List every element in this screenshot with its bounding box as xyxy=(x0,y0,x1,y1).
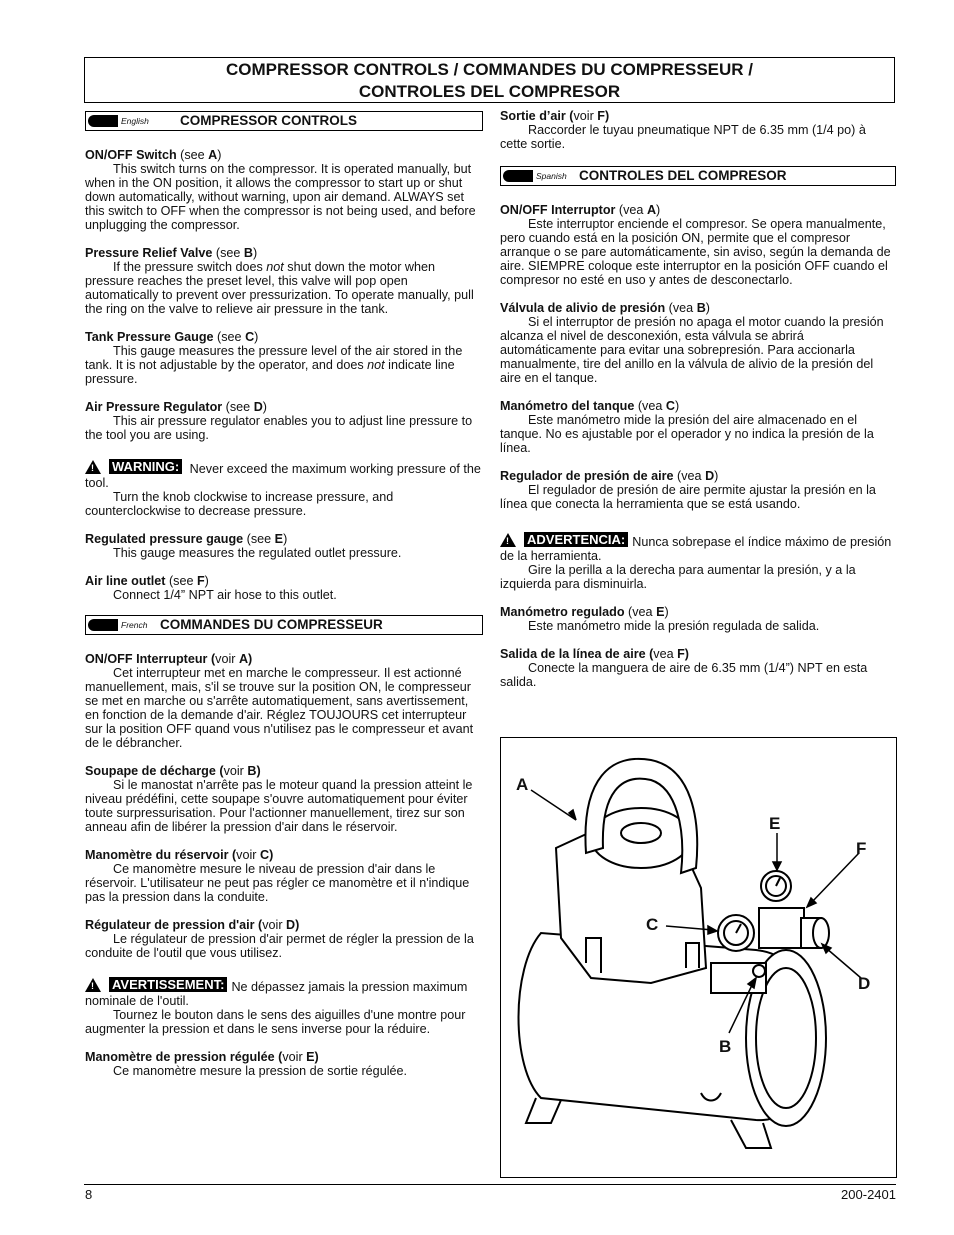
figure-label-e: E xyxy=(769,814,781,833)
en-relief-heading: Pressure Relief Valve xyxy=(85,246,213,260)
en-gauge-section: Tank Pressure Gauge (see C) This gauge measures the pressure level of the air stored in the tank. It is not adjustable by the operator, and does not indicate line pressure. xyxy=(85,330,483,386)
footer-divider xyxy=(84,1184,896,1185)
es-relief-heading: Válvula de alivio de presión xyxy=(500,301,666,315)
warning-triangle-icon: ! xyxy=(500,533,516,547)
french-heading: COMMANDES DU COMPRESSEUR xyxy=(160,617,383,632)
en-regulator-text: This air pressure regulator enables you to adjust line pressure to the tool you are using. xyxy=(85,414,473,442)
es-onoff-text: Este interruptor enciende el compresor. Se opera manualmente, pero cuando está en la posición ON, permite que el compresor arranque o se pare automáticamente, sin aviso, según la demanda de aire. SIEMPRE coloque este interruptor en la posición OFF cuando el compresor no esté en uso y antes de desconectarlo. xyxy=(500,217,891,287)
english-language-tag xyxy=(88,114,154,128)
compressor-figure xyxy=(500,737,897,1178)
es-onoff-section: ON/OFF Interruptor (vea A) Este interruptor enciende el compresor. Se opera manualmente, pero cuando está en la posición ON, permite que el compresor arranque o se pare automáticamente, sin aviso, según la demanda de aire. SIEMPRE coloque este interruptor en la posición OFF cuando el compresor no esté en uso y antes de desconectarlo. xyxy=(500,203,896,287)
es-gauge-text: Este manómetro mide la presión del aire almacenado en el tanque. No es ajustable por el operador y no indica la presión de la línea. xyxy=(500,413,874,455)
warning-triangle-icon: ! xyxy=(85,460,101,474)
es-gauge-heading: Manómetro del tanque xyxy=(500,399,635,413)
warning-triangle-icon: ! xyxy=(85,978,101,992)
es-warning-text: Nunca sobrepase el índice máximo de presión de la herramienta. xyxy=(500,535,892,563)
en-gauge-heading: Tank Pressure Gauge xyxy=(85,330,214,344)
spanish-heading: CONTROLES DEL COMPRESOR xyxy=(579,168,787,183)
english-heading: COMPRESSOR CONTROLS xyxy=(180,113,358,128)
en-regulated-heading: Regulated pressure gauge xyxy=(85,532,244,546)
figure-label-b: B xyxy=(719,1037,732,1056)
en-regulated-section: Regulated pressure gauge (see E) This gauge measures the regulated outlet pressure. xyxy=(85,532,483,560)
es-relief-text: Si el interruptor de presión no apaga el motor cuando la presión alcanza el nivel de desconexión, esta válvula se abrirá automáticamente para evitar una sobrepresión. Para accionarla manualmente, tire del anillo en la válvula de alivio de la presión del aire en el tanque. xyxy=(500,315,884,385)
french-language-tag xyxy=(88,618,154,632)
en-outlet-section: Air line outlet (see F) Connect 1/4” NPT air hose to this outlet. xyxy=(85,574,483,602)
fr-regulator-section: Régulateur de pression d'air (voir D) Le régulateur de pression d'air permet de régler la pression de la conduite de l'outil que vous utilisez. xyxy=(85,918,483,960)
fr-gauge-text: Ce manomètre mesure le niveau de pression d'air dans le réservoir. L'utilisateur ne peut pas régler ce manomètre et il n'indique pas la pression dans la conduite. xyxy=(85,862,470,904)
page-title-line1: COMPRESSOR CONTROLS / COMMANDES DU COMPRESSEUR / xyxy=(225,60,754,79)
fr-regulated-text: Ce manomètre mesure la pression de sortie régulée. xyxy=(113,1064,407,1078)
fr-regulated-section: Manomètre de pression régulée (voir E) Ce manomètre mesure la pression de sortie régulée. xyxy=(85,1050,483,1078)
spanish-language-label: Spanish xyxy=(536,171,567,181)
figure-label-c: C xyxy=(646,915,659,934)
fr-gauge-heading: Manomètre du réservoir ( xyxy=(85,848,237,862)
fr-outlet-section: Sortie d’air (voir F) Raccorder le tuyau pneumatique NPT de 6.35 mm (1/4 po) à cette sortie. xyxy=(500,109,896,151)
fr-warning-label: AVERTISSEMENT: xyxy=(109,977,227,992)
en-warning-text2: Turn the knob clockwise to increase pressure, and counterclockwise to decrease pressure. xyxy=(85,490,394,518)
compressor-illustration xyxy=(501,738,895,1176)
page-number: 8 xyxy=(85,1187,93,1202)
es-gauge-section: Manómetro del tanque (vea C) Este manómetro mide la presión del aire almacenado en el tanque. No es ajustable por el operador y no indica la presión de la línea. xyxy=(500,399,896,455)
fr-onoff-section: ON/OFF Interrupteur (voir A) Cet interrupteur met en marche le compresseur. Il est actionné manuellement, mais, s'il se trouve sur la position ON, le compresseur se met en marche ou s'arrête automatiquement, sans avertissement, en fonction de la demande d'air. Réglez TOUJOURS cet interrupteur sur la position OFF quand vous n'utilisez pas le compresseur et avant de le débrancher. xyxy=(85,652,483,750)
es-regulator-heading: Regulador de presión de aire xyxy=(500,469,674,483)
right-column xyxy=(500,109,896,689)
french-section-header xyxy=(85,615,483,635)
es-regulator-text: El regulador de presión de aire permite ajustar la presión en la línea que conecta la herramienta que se está usando. xyxy=(500,483,876,511)
en-regulator-section: Air Pressure Regulator (see D) This air pressure regulator enables you to adjust line pressure to the tool you are using. xyxy=(85,400,483,442)
es-regulated-heading: Manómetro regulado xyxy=(500,605,625,619)
fr-regulator-text: Le régulateur de pression d'air permet de régler la pression de la conduite de l'outil que vous utilisez. xyxy=(85,932,474,960)
en-onoff-text: This switch turns on the compressor. It is operated manually, but when in the ON position, it allows the compressor to start up or shut down automatically, without warning, upon air demand. ALWAYS set this switch to OFF when the compressor is not being used, and before unplugging the compressor. xyxy=(85,162,476,232)
english-section-header xyxy=(85,111,483,131)
fr-regulated-heading: Manomètre de pression régulée ( xyxy=(85,1050,283,1064)
en-relief-section: Pressure Relief Valve (see B) If the pressure switch does not shut down the motor when pressure reaches the preset level, this valve will pop open automatically to prevent over pressurization. To operate manually, pull the ring on the valve to relieve air pressure in the tank. xyxy=(85,246,483,316)
fr-relief-section: Soupape de décharge (voir B) Si le manostat n'arrête pas le moteur quand la pression atteint le niveau prédéfini, cette soupape s'ouvre automatiquement pour éviter toute surpressurisation. Pour l'actionner manuellement, tirez sur son anneau afin de libérer la pression d'air dans le réservoir. xyxy=(85,764,483,834)
en-regulator-heading: Air Pressure Regulator xyxy=(85,400,223,414)
es-regulated-section: Manómetro regulado (vea E) Este manómetro mide la presión regulada de salida. xyxy=(500,605,896,633)
figure-label-a: A xyxy=(516,775,529,794)
es-regulator-section: Regulador de presión de aire (vea D) El regulador de presión de aire permite ajustar la presión en la línea que conecta la herramienta que se está usando. xyxy=(500,469,896,511)
es-relief-section: Válvula de alivio de presión (vea B) Si el interruptor de presión no apaga el motor cuando la presión alcanza el nivel de desconexión, esta válvula se abrirá automáticamente para evitar una sobrepresión. Para accionarla manualmente, tire del anillo en la válvula de alivio de la presión del aire en el tanque. xyxy=(500,301,896,385)
fr-warning-text: Ne dépassez jamais la pression maximum nominale de l'outil. xyxy=(85,980,468,1008)
es-outlet-section: Salida de la línea de aire (vea F) Conecte la manguera de aire de 6.35 mm (1/4”) NPT en esta salida. xyxy=(500,647,896,689)
es-warning-section xyxy=(500,532,896,591)
fr-relief-heading: Soupape de décharge ( xyxy=(85,764,224,778)
page-title xyxy=(84,57,895,103)
en-gauge-text: This gauge measures the pressure level of the air stored in the tank. It is not adjustable by the operator, and does not indicate line pressure. xyxy=(85,344,463,386)
fr-onoff-heading: ON/OFF Interrupteur ( xyxy=(85,652,216,666)
es-warning-label: ADVERTENCIA: xyxy=(524,532,628,547)
fr-warning-section xyxy=(85,977,483,1036)
en-warning-section xyxy=(85,459,483,518)
en-outlet-heading: Air line outlet xyxy=(85,574,166,588)
en-onoff-section: ON/OFF Switch (see A) This switch turns on the compressor. It is operated manually, but when in the ON position, it allows the compressor to start up or shut down automatically, without warning, upon air demand. ALWAYS set this switch to OFF when the compressor is not being used, and before unplugging the compressor. xyxy=(85,148,483,232)
fr-regulator-heading: Régulateur de pression d'air ( xyxy=(85,918,263,932)
es-regulated-text: Este manómetro mide la presión regulada de salida. xyxy=(528,619,820,633)
en-warning-text: Never exceed the maximum working pressure of the tool. xyxy=(85,462,481,490)
figure-label-d: D xyxy=(858,974,871,993)
fr-relief-text: Si le manostat n'arrête pas le moteur quand la pression atteint le niveau prédéfini, cette soupape s'ouvre automatiquement pour éviter toute surpressurisation. Pour l'actionner manuellement, tirez sur son anneau afin de libérer la pression d'air dans le réservoir. xyxy=(85,778,473,834)
en-regulated-text: This gauge measures the regulated outlet pressure. xyxy=(113,546,402,560)
french-language-label: French xyxy=(121,620,148,630)
en-warning-label: WARNING: xyxy=(109,459,182,474)
spanish-section-header xyxy=(500,166,896,186)
document-number: 200-2401 xyxy=(841,1187,896,1202)
es-outlet-heading: Salida de la línea de aire ( xyxy=(500,647,654,661)
figure-label-f: F xyxy=(856,839,867,858)
en-relief-text: If the pressure switch does not shut down the motor when pressure reaches the preset level, this valve will pop open automatically to prevent over pressurization. To operate manually, pull the ring on the valve to relieve air pressure in the tank. xyxy=(85,260,474,316)
spanish-language-tag xyxy=(503,169,569,183)
fr-gauge-section: Manomètre du réservoir (voir C) Ce manomètre mesure le niveau de pression d'air dans le réservoir. L'utilisateur ne peut pas régler ce manomètre et il n'indique pas la pression dans la conduite. xyxy=(85,848,483,904)
es-onoff-heading: ON/OFF Interruptor xyxy=(500,203,616,217)
en-outlet-text: Connect 1/4” NPT air hose to this outlet. xyxy=(113,588,337,602)
left-column xyxy=(85,111,483,1078)
en-onoff-heading: ON/OFF Switch xyxy=(85,148,177,162)
english-language-label: English xyxy=(121,116,149,126)
page-title-line2: CONTROLES DEL COMPRESOR xyxy=(358,82,621,101)
es-outlet-text: Conecte la manguera de aire de 6.35 mm (1/4”) NPT en esta salida. xyxy=(500,661,868,689)
fr-outlet-text: Raccorder le tuyau pneumatique NPT de 6.35 mm (1/4 po) à cette sortie. xyxy=(500,123,866,151)
fr-outlet-heading: Sortie d’air ( xyxy=(500,109,574,123)
es-warning-text2: Gire la perilla a la derecha para aumentar la presión, y a la izquierda para disminuirla. xyxy=(500,563,856,591)
fr-onoff-text: Cet interrupteur met en marche le compresseur. Il est actionné manuellement, mais, s'il se trouve sur la position ON, le compresseur se met en marche ou s'arrête automatiquement, sans avertissement, en fonction de la demande d'air. Réglez TOUJOURS cet interrupteur sur la position OFF quand vous n'utilisez pas le compresseur et avant de le débrancher. xyxy=(85,666,474,750)
fr-warning-text2: Tournez le bouton dans le sens des aiguilles d'une montre pour augmenter la pression et dans le sens inverse pour la réduire. xyxy=(85,1008,466,1036)
